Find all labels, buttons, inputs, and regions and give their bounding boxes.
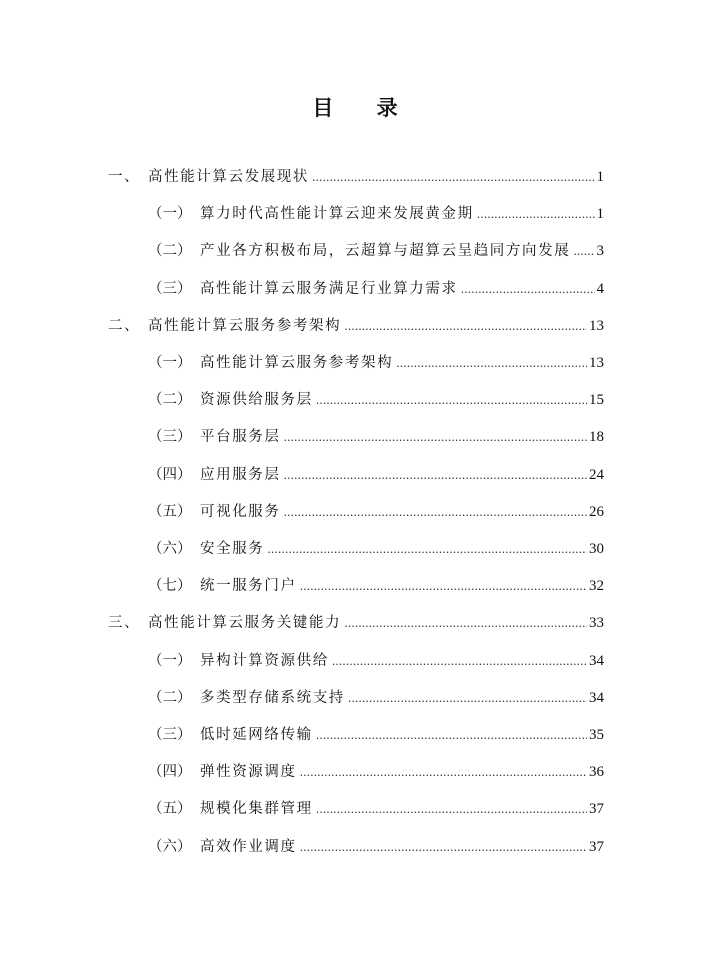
- toc-entry-page-number: 37: [589, 838, 604, 855]
- toc-entry-number: （七）: [148, 578, 192, 595]
- toc-subsection-entry[interactable]: [148, 277, 604, 303]
- toc-entry-label: 统一服务门户: [200, 578, 297, 595]
- toc-entry-number: （六）: [148, 838, 192, 855]
- toc-entry-number: （一）: [148, 355, 192, 371]
- page-title: 目 录: [312, 95, 416, 120]
- toc-entry-number: 一、: [108, 169, 141, 185]
- toc-entry-number: （二）: [148, 243, 192, 260]
- toc-entry-page-number: 37: [589, 801, 604, 818]
- toc-entry-label: 弹性资源调度: [200, 764, 297, 781]
- toc-entry-label: 规模化集群管理: [200, 801, 313, 818]
- toc-subsection-entry[interactable]: [148, 574, 604, 600]
- dot-leader: [348, 692, 587, 705]
- dot-leader: [396, 357, 587, 370]
- toc-entry-page-number: 13: [589, 355, 604, 371]
- toc-entry-number: （三）: [148, 280, 192, 297]
- toc-subsection-entry[interactable]: [148, 723, 604, 749]
- toc-subsection-entry[interactable]: [148, 835, 604, 861]
- toc-subsection-entry[interactable]: [148, 463, 604, 489]
- dot-leader: [284, 469, 588, 482]
- toc-subsection-entry[interactable]: [148, 425, 604, 451]
- toc-entry-page-number: 34: [589, 652, 604, 669]
- toc-entry-number: （三）: [148, 727, 192, 743]
- toc-subsection-entry[interactable]: [148, 760, 604, 786]
- toc-entry-page-number: 24: [589, 466, 604, 483]
- toc-subsection-entry[interactable]: [148, 239, 604, 265]
- toc-entry-label: 高效作业调度: [200, 838, 297, 855]
- toc-entry-page-number: 30: [589, 541, 604, 557]
- toc-entry-label: 应用服务层: [200, 466, 281, 483]
- toc-entry-page-number: 26: [589, 503, 604, 520]
- toc-section-entry[interactable]: [108, 611, 604, 637]
- toc-entry-label: 资源供给服务层: [200, 392, 313, 409]
- toc-entry-number: （三）: [148, 429, 192, 446]
- toc-entry-label: 可视化服务: [200, 503, 281, 520]
- dot-leader: [332, 655, 587, 668]
- toc-subsection-entry[interactable]: [148, 649, 604, 675]
- dot-leader: [344, 617, 587, 630]
- toc-entry-label: 异构计算资源供给: [200, 652, 329, 669]
- toc-entry-page-number: 36: [589, 764, 604, 781]
- toc-entry-label: 安全服务: [200, 541, 265, 557]
- dot-leader: [477, 208, 595, 221]
- toc-entry-number: （四）: [148, 764, 192, 781]
- toc-entry-page-number: 32: [589, 578, 604, 595]
- toc-entry-label: 低时延网络传输: [200, 727, 313, 743]
- dot-leader: [316, 803, 587, 816]
- toc-subsection-entry[interactable]: [148, 500, 604, 526]
- toc-entry-number: （一）: [148, 206, 192, 223]
- toc-entry-label: 平台服务层: [200, 429, 281, 446]
- toc-entry-number: （五）: [148, 801, 192, 818]
- toc-entry-page-number: 3: [596, 243, 604, 260]
- toc-entry-page-number: 34: [589, 689, 604, 706]
- toc-entry-label: 高性能计算云服务参考架构: [200, 355, 394, 371]
- toc-subsection-entry[interactable]: [148, 797, 604, 823]
- toc-entry-label: 产业各方积极布局，云超算与超算云呈趋同方向发展: [200, 243, 571, 260]
- toc-entry-number: （二）: [148, 689, 192, 706]
- toc-entry-label: 高性能计算云服务参考架构: [148, 317, 342, 334]
- dot-leader: [300, 580, 587, 593]
- toc-entry-number: 二、: [108, 317, 141, 334]
- toc-entry-label: 高性能计算云发展现状: [148, 169, 309, 185]
- toc-entry-page-number: 18: [589, 429, 604, 446]
- toc-subsection-entry[interactable]: [148, 351, 604, 377]
- toc-entry-page-number: 15: [589, 392, 604, 409]
- toc-subsection-entry[interactable]: [148, 202, 604, 228]
- toc-entry-number: （二）: [148, 392, 192, 409]
- toc-section-entry[interactable]: [108, 314, 604, 340]
- dot-leader: [316, 394, 587, 407]
- toc-entry-page-number: 1: [596, 169, 604, 185]
- toc-entry-page-number: 13: [589, 317, 604, 334]
- dot-leader: [573, 245, 594, 258]
- dot-leader: [316, 729, 587, 742]
- toc-entry-number: （五）: [148, 503, 192, 520]
- toc-subsection-entry[interactable]: [148, 388, 604, 414]
- toc-entry-number: （一）: [148, 652, 192, 669]
- toc-entry-number: 三、: [108, 615, 141, 632]
- toc-subsection-entry[interactable]: [148, 537, 604, 563]
- toc-entry-label: 高性能计算云服务关键能力: [148, 615, 342, 632]
- dot-leader: [284, 506, 588, 519]
- toc-entry-label: 算力时代高性能计算云迎来发展黄金期: [200, 206, 474, 223]
- dot-leader: [461, 283, 595, 296]
- toc-entry-number: （四）: [148, 466, 192, 483]
- toc-entry-label: 多类型存储系统支持: [200, 689, 345, 706]
- toc-entry-label: 高性能计算云服务满足行业算力需求: [200, 280, 458, 297]
- toc-entry-page-number: 1: [596, 206, 604, 223]
- toc-subsection-entry[interactable]: [148, 686, 604, 712]
- toc-entry-page-number: 35: [589, 727, 604, 743]
- dot-leader: [267, 543, 587, 556]
- toc-entry-page-number: 4: [596, 280, 604, 297]
- toc-entry-page-number: 33: [589, 615, 604, 632]
- dot-leader: [284, 431, 588, 444]
- dot-leader: [300, 841, 587, 854]
- dot-leader: [312, 171, 595, 184]
- toc-section-entry[interactable]: [108, 165, 604, 191]
- toc-entry-number: （六）: [148, 541, 192, 557]
- dot-leader: [344, 320, 587, 333]
- dot-leader: [300, 766, 587, 779]
